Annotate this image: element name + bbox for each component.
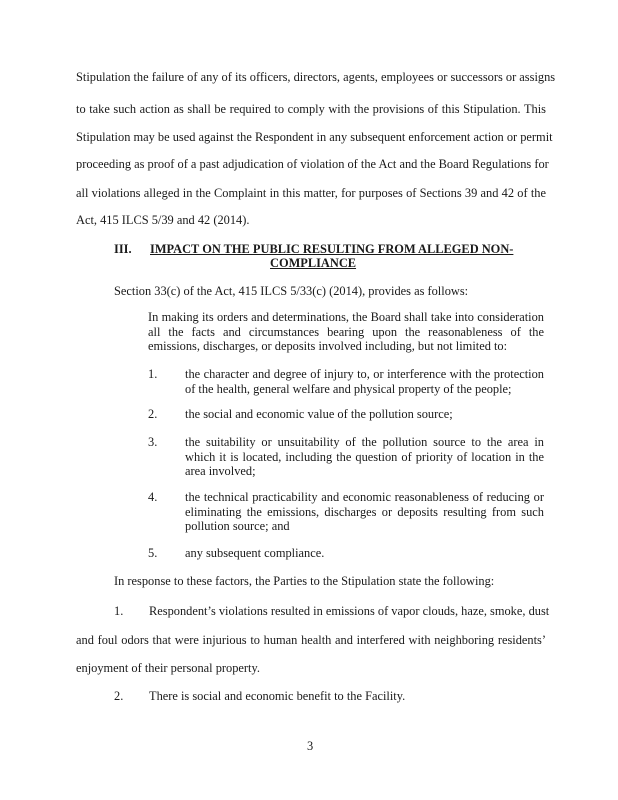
factor-number: 1.	[148, 367, 158, 381]
factor-text: the character and degree of injury to, or interference with the protection of the health, general welfare and physical property of the people;	[185, 367, 544, 396]
factor-text: the suitability or unsuitability of the pollution source to the area in which it is located, including the question of priority of location in the area involved;	[185, 435, 544, 479]
intro-line: all violations alleged in the Complaint in this matter, for purposes of Sections 39 and 42 of the	[76, 186, 546, 200]
factor-number: 4.	[148, 490, 158, 504]
response-number: 1.	[114, 604, 124, 618]
factor-number: 2.	[148, 407, 158, 421]
intro-line: Stipulation the failure of any of its officers, directors, agents, employees or successors or assigns	[76, 70, 556, 84]
response-text: There is social and economic benefit to the Facility.	[149, 689, 406, 703]
section-title-line1: IMPACT ON THE PUBLIC RESULTING FROM ALLEGED NON-	[150, 242, 514, 256]
intro-line: Stipulation may be used against the Respondent in any subsequent enforcement action or permit	[76, 130, 553, 144]
response-text: enjoyment of their personal property.	[76, 661, 260, 675]
response-text: Respondent’s violations resulted in emissions of vapor clouds, haze, smoke, dust	[149, 604, 550, 618]
section-number: III.	[114, 242, 132, 256]
response-intro: In response to these factors, the Parties to the Stipulation state the following:	[114, 574, 495, 588]
page-number: 3	[307, 739, 314, 753]
factor-text: the technical practicability and economic reasonableness of reducing or eliminating the emissions, discharges or deposits resulting from such pollution source; and	[185, 490, 544, 534]
response-number: 2.	[114, 689, 124, 703]
factor-number: 3.	[148, 435, 158, 449]
intro-line: proceeding as proof of a past adjudication of violation of the Act and the Board Regulations for	[76, 157, 549, 171]
factor-number: 5.	[148, 546, 158, 560]
factor-text: the social and economic value of the pollution source;	[185, 407, 453, 421]
statute-intro: Section 33(c) of the Act, 415 ILCS 5/33(c) (2014), provides as follows:	[114, 284, 469, 298]
intro-line: to take such action as shall be required to comply with the provisions of this Stipulation. This	[76, 102, 546, 116]
intro-line: Act, 415 ILCS 5/39 and 42 (2014).	[76, 213, 250, 227]
response-text: and foul odors that were injurious to human health and interfered with neighboring residents’	[76, 633, 546, 647]
factor-text: any subsequent compliance.	[185, 546, 325, 560]
section-title-line2: COMPLIANCE	[270, 256, 357, 270]
statute-quote: In making its orders and determinations, the Board shall take into consideration all the facts and circumstances bearing upon the reasonableness of the emissions, discharges, or deposits involved including, but not limited to:	[148, 310, 544, 354]
